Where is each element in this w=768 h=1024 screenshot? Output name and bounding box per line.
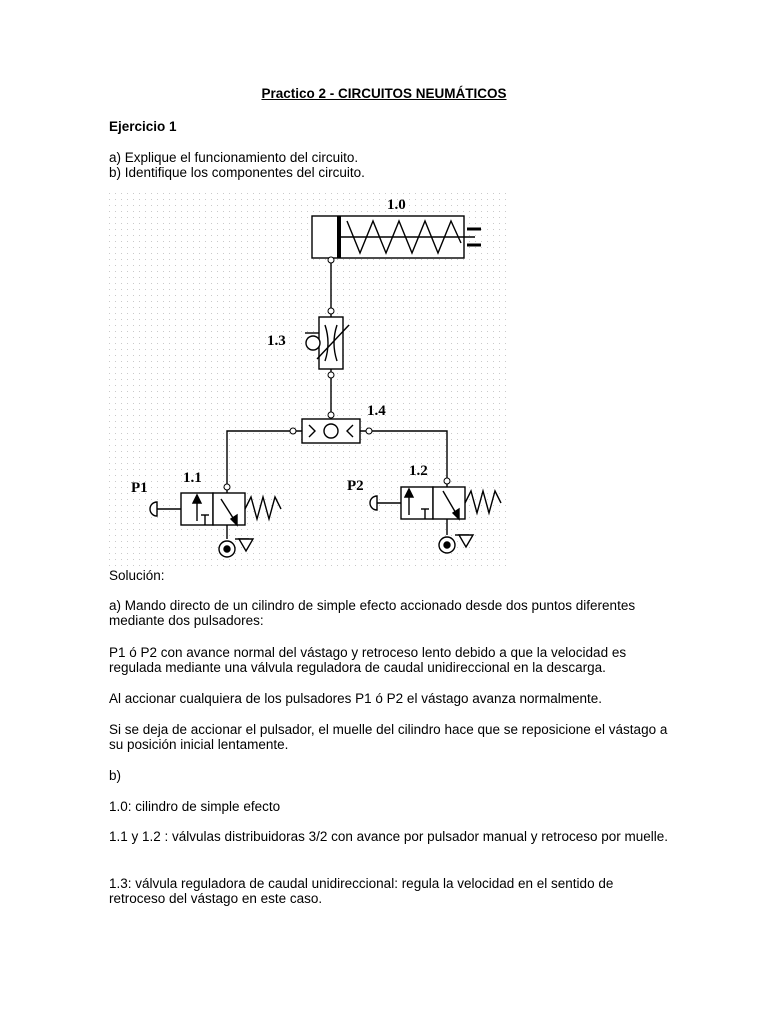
component-1-0: 1.0: cilindro de simple efecto (109, 799, 281, 814)
label-1-4: 1.4 (367, 403, 386, 419)
solution-paragraph-b: b) (109, 768, 122, 783)
solution-paragraph-p1p2: P1 ó P2 con avance normal del vástago y retroceso lento debido a que la velocidad es regulada mediante una válvula reguladora de caudal unidireccional en la descarga. (109, 645, 627, 675)
solution-heading: Solución: (109, 568, 165, 583)
label-p1: P1 (131, 480, 148, 496)
solution-paragraph-muelle: Si se deja de accionar el pulsador, el muelle del cilindro hace que se reposicione el vástago a su posición inicial lentamente. (109, 722, 668, 752)
page-title: Practico 2 - CIRCUITOS NEUMÁTICOS (261, 86, 507, 101)
solution-paragraph-a: a) Mando directo de un cilindro de simple efecto accionado desde dos puntos diferentes mediante dos pulsadores: (109, 598, 636, 628)
label-1-3: 1.3 (267, 333, 286, 349)
question-a: a) Explique el funcionamiento del circuito. (109, 150, 359, 165)
label-1-1: 1.1 (183, 470, 202, 486)
label-p2: P2 (347, 478, 364, 494)
shuttle-valve-symbol (302, 419, 360, 443)
component-1-1-1-2: 1.1 y 1.2 : válvulas distribuidoras 3/2 con avance por pulsador manual y retroceso por muelle. (109, 829, 669, 844)
exercise-heading: Ejercicio 1 (109, 119, 177, 134)
component-1-3: 1.3: válvula reguladora de caudal unidireccional: regula la velocidad en el sentido de retroceso del vástago en este caso. (109, 876, 614, 906)
solution-paragraph-accionar: Al accionar cualquiera de los pulsadores P1 ó P2 el vástago avanza normalmente. (109, 691, 603, 706)
question-b: b) Identifique los componentes del circuito. (109, 165, 365, 180)
label-1-2: 1.2 (409, 463, 428, 479)
pneumatic-circuit-diagram (109, 193, 511, 567)
cylinder-symbol (312, 216, 481, 258)
label-1-0: 1.0 (387, 197, 406, 213)
